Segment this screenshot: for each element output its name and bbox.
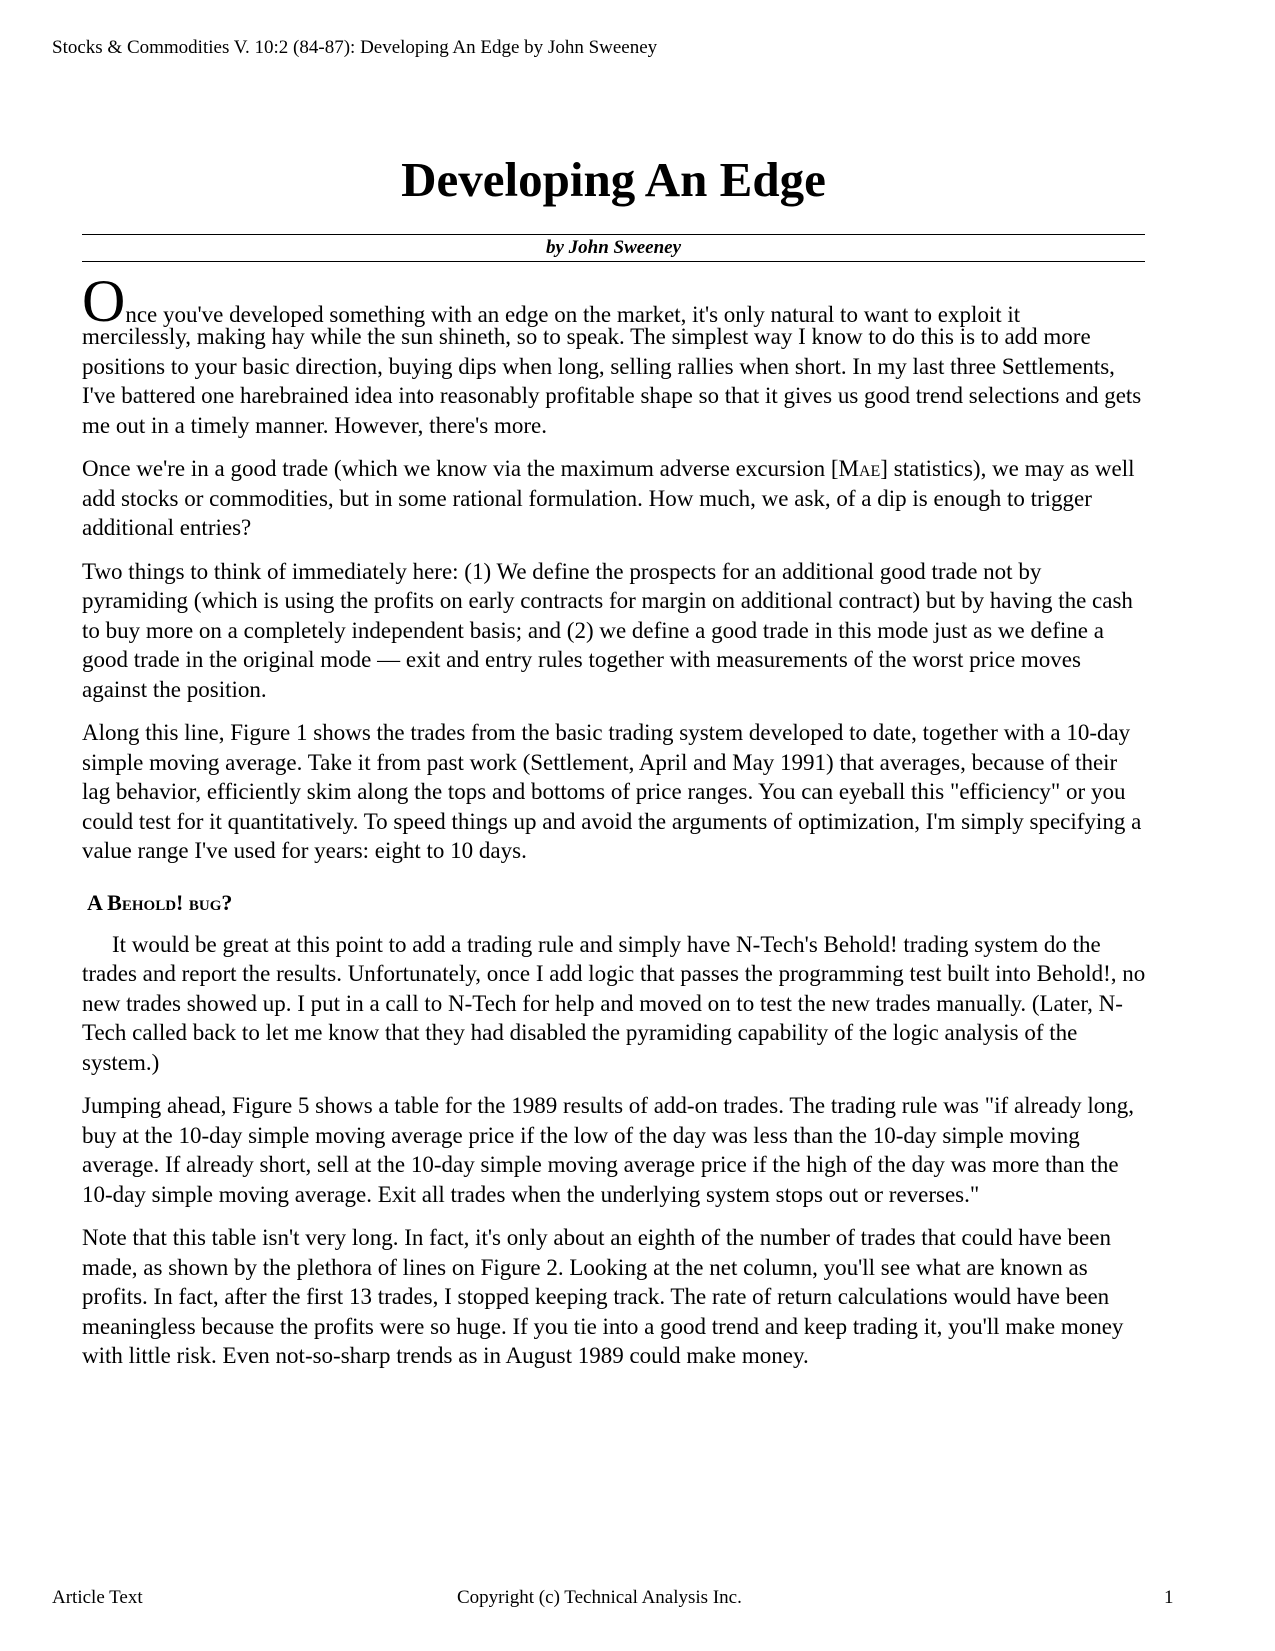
paragraph-1 bbox=[82, 268, 1147, 440]
paragraph-2-before: Once we're in a good trade (which we know via the maximum adverse excursion [ bbox=[82, 456, 839, 481]
paragraph-2 bbox=[82, 454, 1147, 543]
byline-rule-top bbox=[82, 234, 1145, 235]
paragraph-4: Along this line, Figure 1 shows the trades from the basic trading system developed to date, together with a 10-day simple moving average. Take it from past work (Settlement, April and May 1991) that averages, because of their lag behavior, efficiently skim along the tops and bottoms of price ranges. You can eyeball this "efficiency" or you could test for it quantitatively. To speed things up and avoid the arguments of optimization, I'm simply specifying a value range I've used for years: eight to 10 days. bbox=[82, 720, 1142, 863]
byline: by John Sweeney bbox=[545, 237, 682, 258]
paragraph-1-first-line bbox=[82, 268, 1147, 334]
paragraph-5: It would be great at this point to add a trading rule and simply have N-Tech's Behold! trading system do the trades and report the results. Unfortunately, once I add logic that passes the programming test built into Behold!, no new trades showed up. I put in a call to N-Tech for help and moved on to test the new trades manually. (Later, N-Tech called back to let me know that they had disabled the pyramiding capability of the logic analysis of the system.) bbox=[82, 931, 1146, 1075]
article-body bbox=[82, 268, 1147, 1385]
paragraph-3: Two things to think of immediately here: (1) We define the prospects for an additional good trade not by pyramiding (which is using the profits on early contracts for margin on additional contract) but by having the cash to buy more on a completely independent basis; and (2) we define a good trade in this mode just as we define a good trade in the original mode — exit and entry rules together with measurements of the worst price moves against the position. bbox=[82, 558, 1133, 702]
page-number: 1 bbox=[1164, 1587, 1174, 1608]
paragraph-1-opening: nce you've developed something with an edge on the market, it's only natural to want to exploit it bbox=[125, 302, 1021, 327]
footer-copyright: Copyright (c) Technical Analysis Inc. bbox=[457, 1587, 742, 1608]
byline-rule-bottom bbox=[82, 261, 1145, 262]
mae-acronym: Mae bbox=[838, 456, 881, 481]
paragraph-6: Jumping ahead, Figure 5 shows a table for the 1989 results of add-on trades. The trading rule was "if already long, buy at the 10-day simple moving average price if the low of the day was less than the 10-day simple moving average. If already short, sell at the 10-day simple moving average price if the high of the day was more than the 10-day simple moving average. Exit all trades when the underlying system stops out or reverses." bbox=[82, 1093, 1135, 1207]
running-head: Stocks & Commodities V. 10:2 (84-87): Developing An Edge by John Sweeney bbox=[52, 37, 658, 58]
drop-cap: O bbox=[82, 268, 126, 334]
section-subhead: A Behold! bug? bbox=[87, 889, 233, 915]
paragraph-1-rest: mercilessly, making hay while the sun shineth, so to speak. The simplest way I know to do this is to add more positions to your basic direction, buying dips when long, selling rallies when short. In my last three Settlements, I've battered one harebrained idea into reasonably profitable shape so that it gives us good trend selections and gets me out in a timely manner. However, there's more. bbox=[82, 324, 1142, 438]
footer-label: Article Text bbox=[52, 1587, 143, 1608]
article-title: Developing An Edge bbox=[401, 152, 826, 207]
paragraph-2-after: ] statistics), we may as well add stocks or commodities, but in some rational formulation. How much, we ask, of a dip is enough to trigger additional entries? bbox=[82, 456, 1135, 540]
paragraph-7: Note that this table isn't very long. In fact, it's only about an eighth of the number of trades that could have been made, as shown by the plethora of lines on Figure 2. Looking at the net column, you'll see what are known as profits. In fact, after the first 13 trades, I stopped keeping track. The rate of return calculations would have been meaningless because the profits were so huge. If you tie into a good trend and keep trading it, you'll make money with little risk. Even not-so-sharp trends as in August 1989 could make money. bbox=[82, 1225, 1124, 1368]
